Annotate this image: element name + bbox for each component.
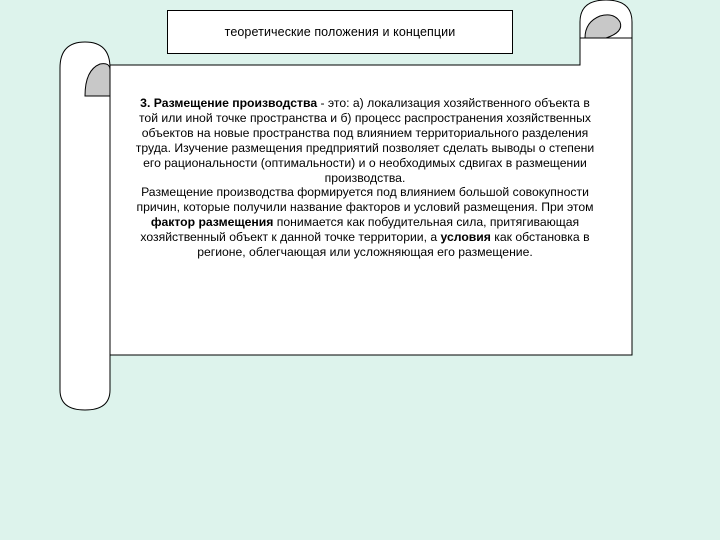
factors-text-2: понимается как побудительная сила, притягивающая хозяйственный объект к данной точке территории, а: [140, 215, 580, 245]
header-box: [167, 10, 513, 54]
factors-text-3: как обстановка в регионе, облегчающая или усложняющая его размещение.: [197, 230, 590, 260]
factor-term: фактор размещения: [150, 215, 274, 230]
paragraph-definition: [130, 96, 600, 185]
definition-text: - это: а) локализация хозяйственного объекта в той или иной точке пространства и б) процесс распространения хозяйственных объектов на новые пространства под влиянием территориального разделения труда. Изучение размещения предприятий позволяет сделать выводы о степени его рациональности (оптимальности) и о необходимых сдвигах в размещении производства.: [135, 96, 595, 185]
factors-text-1: Размещение производства формируется под влиянием большой совокупности причин, которые получили название факторов и условий размещения. При этом: [136, 185, 594, 215]
conditions-term: условия: [440, 230, 491, 245]
definition-term: 3. Размещение производства: [140, 96, 318, 110]
scroll-left-roll: [60, 42, 110, 410]
paragraph-factors: [130, 185, 600, 260]
header-title: теоретические положения и концепции: [224, 25, 456, 39]
body-text: [130, 96, 600, 260]
